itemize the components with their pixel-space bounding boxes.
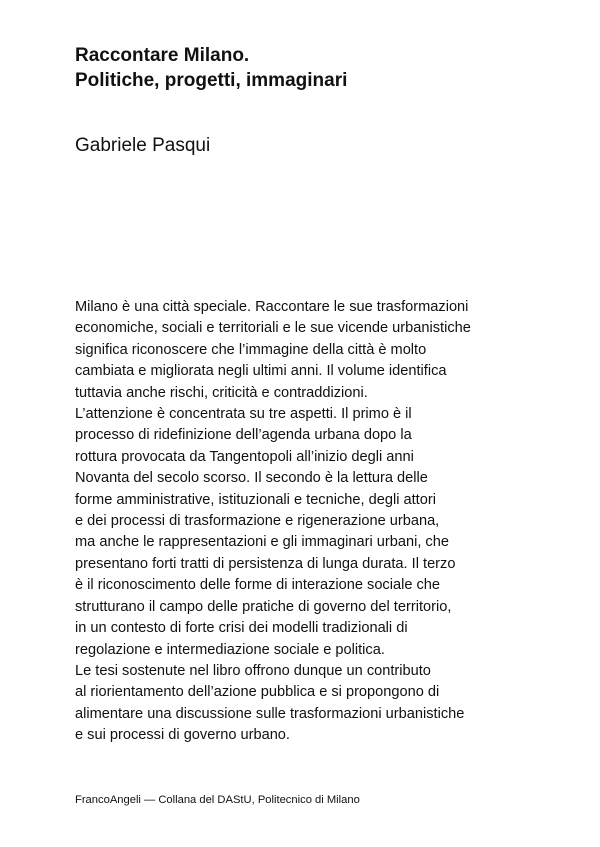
blurb-line: alimentare una discussione sulle trasformazioni urbanistiche: [75, 705, 465, 722]
blurb-line: significa riconoscere che l’immagine della città è molto: [75, 341, 427, 358]
book-title: [75, 43, 347, 93]
blurb-line: Le tesi sostenute nel libro offrono dunque un contributo: [75, 662, 431, 679]
blurb-line: Novanta del secolo scorso. Il secondo è la lettura delle: [75, 470, 428, 487]
blurb-line: processo di ridefinizione dell’agenda urbana dopo la: [75, 427, 412, 444]
blurb-line: regolazione e intermediazione sociale e politica.: [75, 641, 385, 658]
blurb-line: strutturano il campo delle pratiche di governo del territorio,: [75, 598, 452, 615]
book-title-line-1: Raccontare Milano.: [75, 45, 250, 66]
book-title-line-2: Politiche, progetti, immaginari: [75, 70, 348, 91]
blurb-line: forme amministrative, istituzionali e tecniche, degli attori: [75, 491, 436, 508]
publisher-series-footer: FrancoAngeli — Collana del DAStU, Politecnico di Milano: [75, 794, 360, 806]
blurb-line: è il riconoscimento delle forme di interazione sociale che: [75, 577, 441, 594]
blurb-line: economiche, sociali e territoriali e le sue vicende urbanistiche: [75, 320, 471, 337]
blurb-line: L’attenzione è concentrata su tre aspetti. Il primo è il: [75, 406, 412, 423]
blurb-line: in un contesto di forte crisi dei modelli tradizionali di: [75, 620, 408, 637]
blurb-line: ma anche le rappresentazioni e gli immaginari urbani, che: [75, 534, 449, 551]
blurb-line: tuttavia anche rischi, criticità e contraddizioni.: [75, 384, 368, 401]
blurb-line: rottura provocata da Tangentopoli all’inizio degli anni: [75, 448, 414, 465]
blurb-line: cambiata e migliorata negli ultimi anni. Il volume identifica: [75, 363, 447, 380]
book-author: Gabriele Pasqui: [75, 135, 211, 156]
blurb-line: presentano forti tratti di persistenza di lunga durata. Il terzo: [75, 555, 456, 572]
blurb-line: e dei processi di trasformazione e rigenerazione urbana,: [75, 513, 440, 530]
blurb-line: Milano è una città speciale. Raccontare le sue trasformazioni: [75, 299, 469, 315]
blurb-line: al riorientamento dell’azione pubblica e si propongono di: [75, 684, 440, 701]
book-blurb: [75, 297, 471, 747]
blurb-line: e sui processi di governo urbano.: [75, 727, 290, 744]
